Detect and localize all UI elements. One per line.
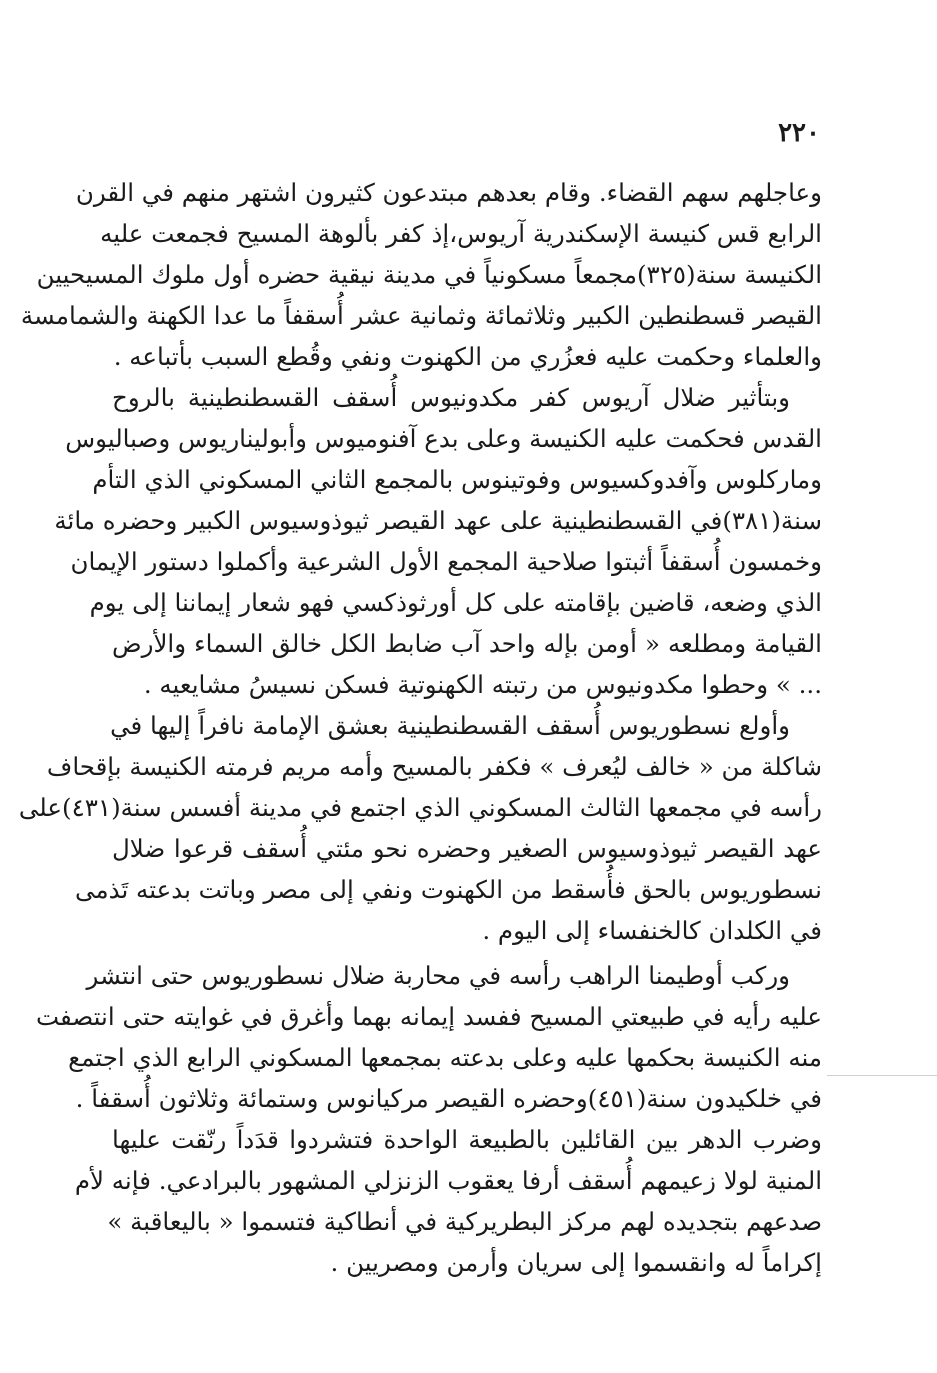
text-line: في الكلدان كالخنفساء إلى اليوم . — [482, 916, 822, 945]
paragraph-2 — [54, 377, 822, 705]
text-line: الرابع قس كنيسة الإسكندرية آريوس،إذ كفر بألوهة المسيح فجمعت عليه — [100, 219, 822, 248]
text-line: وعاجلهم سهم القضاء. وقام بعدهم مبتدعون كثيرون اشتهر منهم في القرن — [75, 178, 822, 207]
text-line: وماركلوس وآفدوكسيوس وفوتينوس بالمجمع الثاني المسكوني الذي التأم — [92, 465, 822, 494]
text-line: صدعهم بتجديده لهم مركز البطريركية في أنطاكية فتسموا « باليعاقبة » — [107, 1207, 822, 1236]
text-line: وخمسون أُسقفاً أثبتوا صلاحية المجمع الأول الشرعية وأكملوا دستور الإيمان — [70, 547, 822, 576]
text-line: وضرب الدهر بين القائلين بالطبيعة الواحدة فتشردوا قدَداً رنّقت عليها — [112, 1125, 822, 1154]
text-line: سنة(٣٨١)في القسطنطينية على عهد القيصر ثيوذوسيوس الكبير وحضره مائة — [54, 506, 822, 535]
text-line: رأسه في مجمعها الثالث المسكوني الذي اجتمع في مدينة أفسس سنة(٤٣١)على — [18, 793, 822, 822]
text-line: المنية لولا زعيمهم أُسقف أرفا يعقوب الزنزلي المشهور بالبرادعي. فإنه لأم — [74, 1166, 822, 1195]
text-line: ... » وحطوا مكدونيوس من رتبته الكهنوتية فسكن نسيسُ مشايعيه . — [143, 670, 822, 699]
paragraph-1 — [20, 172, 822, 377]
text-line: منه الكنيسة بحكمها عليه وعلى بدعته بمجمعها المسكوني الرابع الذي اجتمع — [68, 1043, 822, 1072]
page-number: ٢٢٠ — [778, 118, 820, 148]
text-line: إكراماً له وانقسموا إلى سريان وأرمن ومصريين . — [330, 1248, 822, 1277]
paragraph-3 — [18, 705, 822, 951]
text-line: في خلكيدون سنة(٤٥١)وحضره القيصر مركيانوس وستمائة وثلاثون أُسقفاً . — [75, 1084, 822, 1113]
text-line: القدس فحكمت عليه الكنيسة وعلى بدع آفنوميوس وأبوليناريوس وصباليوس — [65, 424, 822, 453]
text-line: وبتأثير ضلال آريوس كفر مكدونيوس أُسقف القسطنطينية بالروح — [112, 383, 790, 412]
text-line: وأولع نسطوريوس أُسقف القسطنطينية بعشق الإمامة نافراً إليها في — [110, 711, 790, 740]
paragraph-4 — [35, 955, 822, 1283]
text-line: الكنيسة سنة(٣٢٥)مجمعاً مسكونياً في مدينة نيقية حضره أول ملوك المسيحيين — [36, 260, 822, 289]
text-line: وركب أوطيمنا الراهب رأسه في محاربة ضلال نسطوريوس حتى انتشر — [86, 961, 790, 990]
text-line: عليه رأيه في طبيعتي المسيح ففسد إيمانه بهما وأغرق في غوايته حتى انتصفت — [35, 1002, 822, 1031]
text-line: الذي وضعه، قاضين بإقامته على كل أورثوذكسي فهو شعار إيماننا إلى يوم — [89, 588, 822, 617]
text-line: والعلماء وحكمت عليه فعزُري من الكهنوت ونفي وقُطع السبب بأتباعه . — [113, 342, 822, 371]
text-line: نسطوريوس بالحق فأُسقط من الكهنوت ونفي إلى مصر وباتت بدعته تَذمى — [75, 875, 822, 904]
text-line: القيصر قسطنطين الكبير وثلاثمائة وثمانية عشر أُسقفاً ما عدا الكهنة والشمامسة — [20, 301, 822, 330]
scan-edge-mark — [827, 1075, 937, 1076]
body-text — [18, 172, 822, 1283]
text-line: عهد القيصر ثيوذوسيوس الصغير وحضره نحو مئتي أُسقف قرعوا ضلال — [112, 834, 822, 863]
text-line: شاكلة من « خالف ليُعرف » فكفر بالمسيح وأمه مريم فرمته الكنيسة بإقحاف — [46, 752, 822, 781]
text-line: القيامة ومطلعه « أومن بإله واحد آب ضابط الكل خالق السماء والأرض — [112, 629, 822, 658]
